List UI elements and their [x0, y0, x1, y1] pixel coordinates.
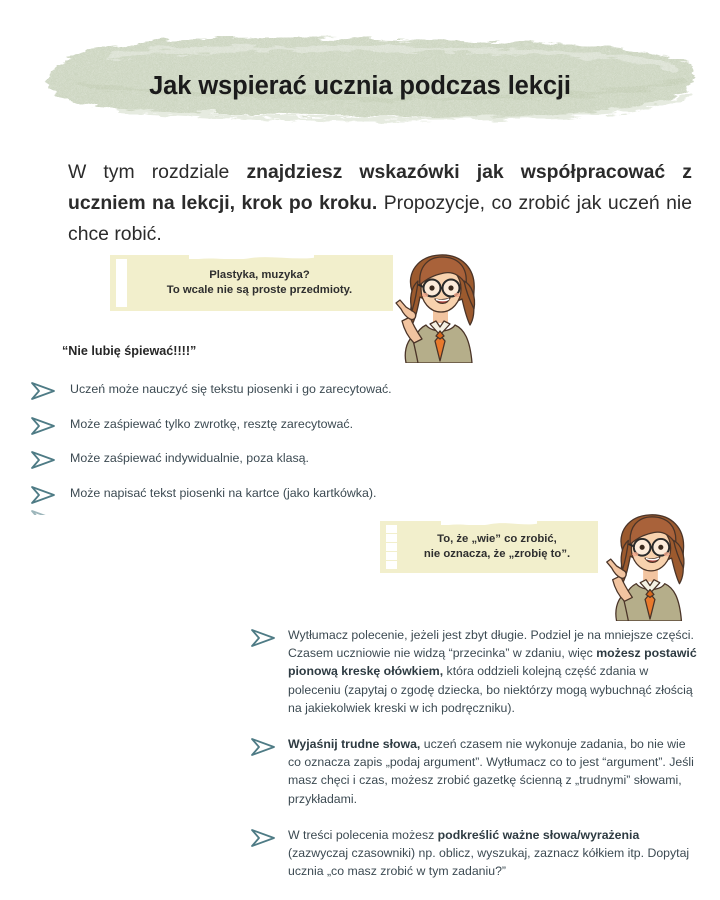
- list-item-label: Uczeń może nauczyć się tekstu piosenki i go zarecytować.: [70, 382, 392, 396]
- chevron-arrow-icon: [28, 380, 58, 402]
- callout-text: [424, 532, 570, 563]
- tip-item-text: [288, 737, 694, 806]
- callout-note-plastyka: [110, 255, 393, 311]
- callout-line-1: To, że „wie” co zrobić,: [437, 532, 557, 545]
- chevron-arrow-icon: [248, 736, 278, 758]
- perforation-strip: [386, 525, 397, 569]
- chevron-arrow-icon: [248, 627, 278, 649]
- torn-edge-top: [441, 518, 537, 525]
- callout-line-1: Plastyka, muzyka?: [209, 268, 310, 281]
- list-item-label: Może napisać tekst piosenki na kartce (jako kartkówka).: [70, 485, 377, 500]
- chevron-arrow-icon-clipped: [28, 508, 58, 515]
- tips-list: [248, 626, 700, 898]
- list-item-label: Może zaśpiewać tylko zwrotkę, resztę zarecytować.: [70, 416, 354, 431]
- torn-edge-bottom: [441, 569, 537, 576]
- tip-text-after: uczeń czasem nie wykonuje zadania, bo nie wie co oznacza zapis „podaj argument”. Wytłumacz co to jest “argument”. Jeśli masz chęci i czas, możesz zrobić gazetkę ścienną z „trudnymi” słowami, przykładami.: [288, 737, 694, 806]
- intro-text-bold: znajdziesz wskazówki jak współpracować z uczniem na lekcji, krok po kroku.: [68, 161, 692, 214]
- page-title: Jak wspierać ucznia podczas lekcji: [149, 72, 571, 100]
- list-item-label: Może zaśpiewać indywidualnie, poza klasą.: [70, 451, 309, 465]
- list-item: [26, 380, 486, 403]
- callout-text: [167, 268, 352, 299]
- intro-paragraph: [68, 157, 692, 250]
- perforation-strip: [116, 259, 127, 307]
- chevron-arrow-icon: [28, 449, 58, 471]
- tip-item: [248, 626, 700, 717]
- list-item: [26, 449, 486, 472]
- torn-edge-bottom: [189, 307, 314, 314]
- quote-heading: “Nie lubię śpiewać!!!!”: [62, 344, 197, 358]
- chevron-arrow-icon: [248, 827, 278, 849]
- callout-line-2: To wcale nie są proste przedmioty.: [166, 284, 353, 296]
- callout-line-2: nie oznacza, że „zrobię to”.: [423, 548, 571, 560]
- tip-item-text: [288, 828, 689, 878]
- intro-text-part1: W tym rozdziale: [68, 161, 247, 183]
- tip-item: [248, 826, 700, 881]
- teacher-pointing-up-illustration: [388, 247, 492, 363]
- intro-text-part2: Propozycje, co zrobić jak uczeń nie chce robić.: [68, 192, 692, 245]
- tip-text-after: (zazwyczaj czasowniki) np. oblicz, wyszukaj, zaznacz kółkiem itp. Dopytaj ucznia „co masz zrobić w tym zadaniu?”: [288, 846, 690, 879]
- tip-text-emphasis: Wyjaśnij trudne słowa,: [288, 737, 421, 752]
- torn-edge-top: [189, 252, 314, 259]
- teacher-pointing-up-illustration: [598, 507, 702, 621]
- tip-item: [248, 735, 700, 808]
- tip-text-emphasis: podkreślić ważne słowa/wyrażenia: [437, 827, 640, 842]
- callout-note-wie-zrobie: [380, 521, 598, 573]
- tip-text-before: Wytłumacz polecenie, jeżeli jest zbyt długie. Podziel je na mniejsze części. Czasem uczniowie nie widzą “przecinka” w zdaniu, więc: [288, 628, 694, 661]
- tip-item-text: [288, 628, 697, 715]
- title-banner: [0, 22, 720, 134]
- bullet-list: [26, 380, 486, 518]
- tip-text-emphasis: możesz postawić pionową kreskę ołówkiem,: [288, 646, 697, 679]
- tip-text-before: W treści polecenia możesz: [288, 827, 438, 842]
- chevron-arrow-icon: [28, 415, 58, 437]
- list-item: [26, 484, 486, 507]
- list-item: [26, 415, 486, 438]
- chevron-arrow-icon: [28, 484, 58, 506]
- tip-text-after: która oddzieli kolejną część zdania w poleceniu (zapytaj o zgodę dziecka, bo niektórzy mogą wybuchnąć złością na jakiekolwiek kreski w ich podręczniku).: [288, 664, 693, 715]
